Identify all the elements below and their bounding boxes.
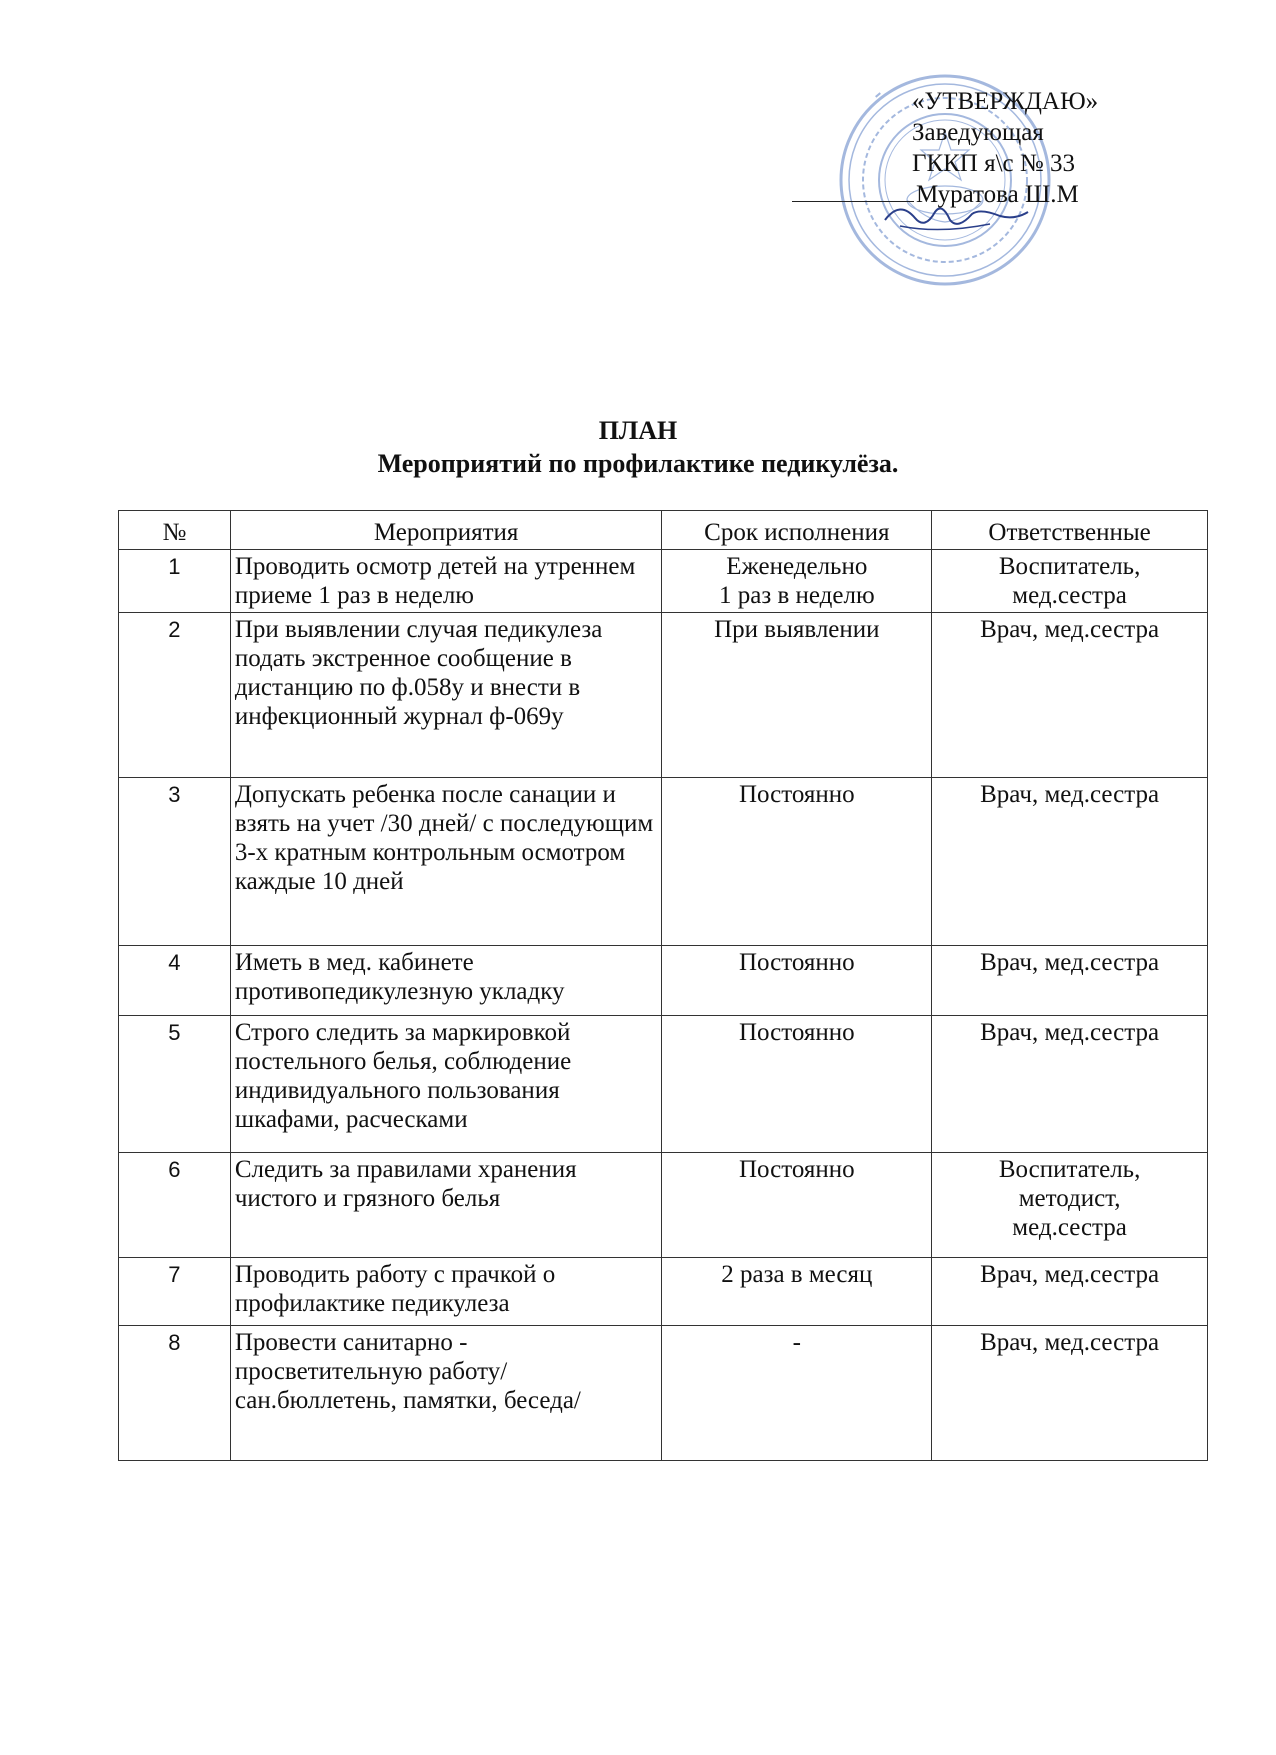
row-term: Постоянно — [662, 1016, 932, 1153]
row-activity: Проводить работу с прачкой о профилактике педикулеза — [230, 1258, 662, 1326]
table-row — [119, 613, 1208, 778]
table-row — [119, 1016, 1208, 1153]
row-activity: Проводить осмотр детей на утреннем приеме 1 раз в неделю — [230, 550, 662, 613]
approval-heading: «УТВЕРЖДАЮ» — [912, 88, 1099, 115]
row-term: При выявлении — [662, 613, 932, 778]
row-number: 1 — [119, 550, 231, 613]
table-row — [119, 946, 1208, 1016]
row-activity: Следить за правилами хранения чистого и грязного белья — [230, 1153, 662, 1258]
row-responsible: Врач, мед.сестра — [932, 1016, 1208, 1153]
table-row — [119, 550, 1208, 613]
plan-table — [118, 510, 1208, 1461]
row-number: 8 — [119, 1326, 231, 1461]
header-term: Срок исполнения — [662, 511, 932, 550]
row-activity: При выявлении случая педикулеза подать экстренное сообщение в дистанцию по ф.058у и внести в инфекционный журнал ф-069у — [230, 613, 662, 778]
row-responsible: Воспитатель, методист, мед.сестра — [932, 1153, 1208, 1258]
row-activity: Провести санитарно - просветительную работу/сан.бюллетень, памятки, беседа/ — [230, 1326, 662, 1461]
row-term: Постоянно — [662, 946, 932, 1016]
row-term: Постоянно — [662, 778, 932, 946]
approval-signature-line — [792, 179, 1098, 210]
document-title: ПЛАН — [598, 416, 678, 445]
row-term: Еженедельно 1 раз в неделю — [662, 550, 932, 613]
row-responsible: Врач, мед.сестра — [932, 946, 1208, 1016]
row-number: 7 — [119, 1258, 231, 1326]
row-number: 6 — [119, 1153, 231, 1258]
row-number: 4 — [119, 946, 231, 1016]
document-subtitle: Мероприятий по профилактике педикулёза. — [377, 449, 899, 478]
row-activity: Иметь в мед. кабинете противопедикулезную укладку — [230, 946, 662, 1016]
table-header-row — [119, 511, 1208, 550]
row-number: 3 — [119, 778, 231, 946]
header-activities: Мероприятия — [230, 511, 662, 550]
row-responsible: Воспитатель, мед.сестра — [932, 550, 1208, 613]
table-row — [119, 778, 1208, 946]
row-responsible: Врач, мед.сестра — [932, 1326, 1208, 1461]
row-number: 5 — [119, 1016, 231, 1153]
row-term: 2 раза в месяц — [662, 1258, 932, 1326]
approval-organization: ГККП я\с № 33 — [912, 150, 1076, 177]
table-row — [119, 1258, 1208, 1326]
header-responsible: Ответственные — [932, 511, 1208, 550]
row-term: - — [662, 1326, 932, 1461]
row-activity: Строго следить за маркировкой постельного белья, соблюдение индивидуального пользования шкафами, расческами — [230, 1016, 662, 1153]
signature-underline — [792, 201, 914, 202]
row-number: 2 — [119, 613, 231, 778]
row-term: Постоянно — [662, 1153, 932, 1258]
table-row — [119, 1153, 1208, 1258]
approval-position: Заведующая — [912, 119, 1044, 146]
header-number: № — [119, 511, 231, 550]
row-activity: Допускать ребенка после санации и взять на учет /30 дней/ с последующим 3-х кратным контрольным осмотром каждые 10 дней — [230, 778, 662, 946]
approval-signatory: Муратова Ш.М — [916, 181, 1079, 208]
approval-block — [912, 86, 1098, 210]
row-responsible: Врач, мед.сестра — [932, 613, 1208, 778]
table-row — [119, 1326, 1208, 1461]
row-responsible: Врач, мед.сестра — [932, 1258, 1208, 1326]
row-responsible: Врач, мед.сестра — [932, 778, 1208, 946]
